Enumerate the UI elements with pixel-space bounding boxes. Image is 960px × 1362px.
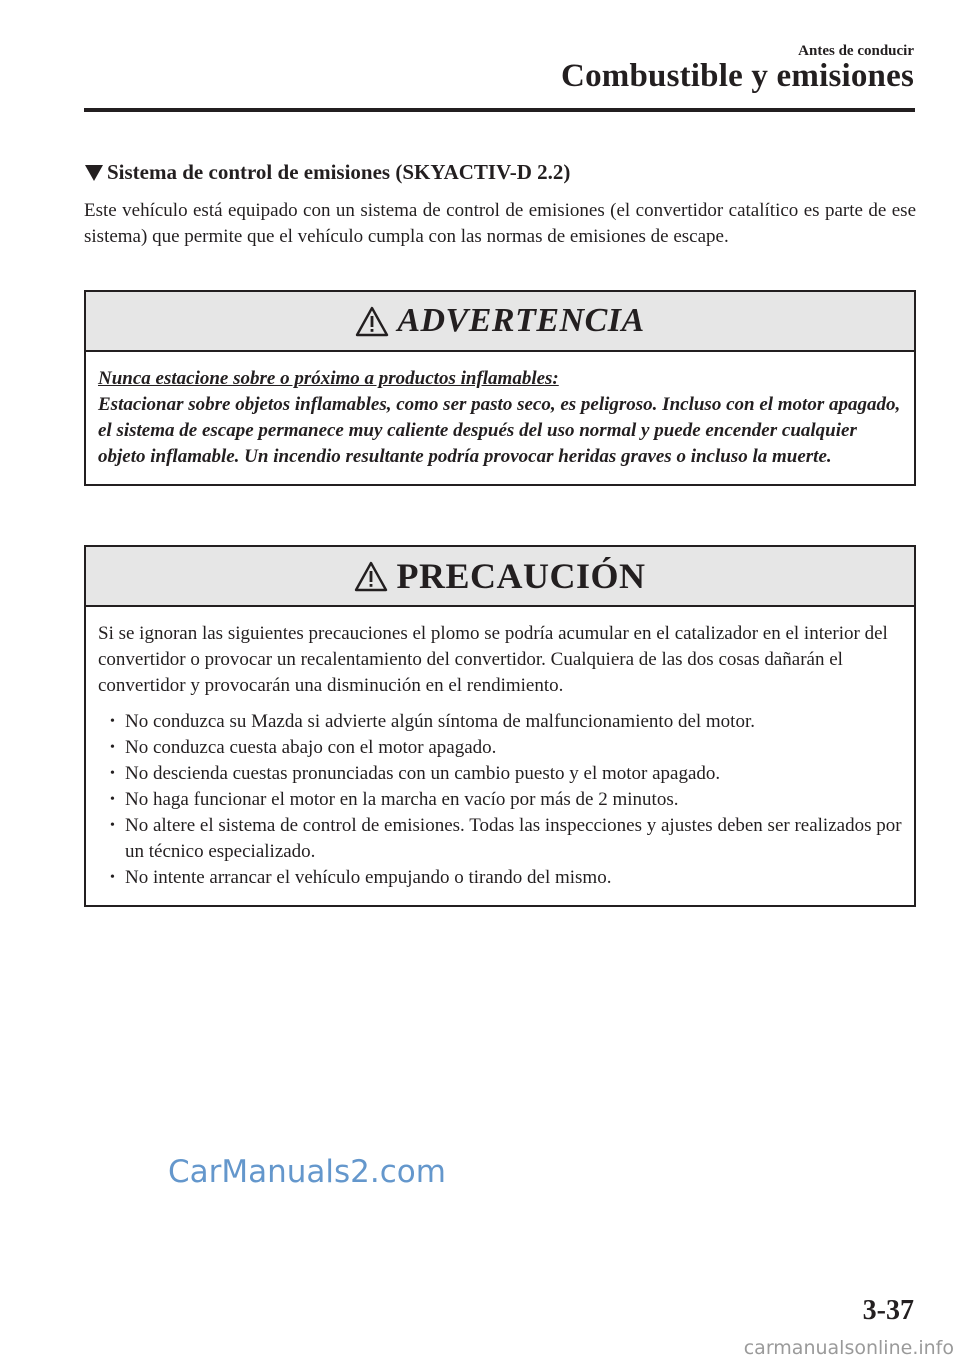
- bullet-icon: •: [110, 740, 115, 755]
- bullet-icon: •: [110, 870, 115, 885]
- caution-list: [98, 709, 902, 891]
- bullet-icon: •: [110, 766, 115, 781]
- warning-header: [86, 292, 914, 352]
- list-item: • No haga funcionar el motor en la marcha en vacío por más de 2 minutos.: [98, 787, 902, 813]
- page-title: Combustible y emisiones: [561, 58, 914, 94]
- section-heading-text: Sistema de control de emisiones (SKYACTIV-D 2.2): [107, 160, 571, 184]
- list-item: • No altere el sistema de control de emisiones. Todas las inspecciones y ajustes deben ser realizados por un técnico especializado.: [110, 815, 902, 862]
- bullet-icon: •: [110, 792, 115, 807]
- caution-box: [84, 545, 916, 907]
- chapter-label: Antes de conducir: [798, 43, 914, 59]
- warning-text: Estacionar sobre objetos inflamables, como ser pasto seco, es peligroso. Incluso con el motor apagado, el sistema de escape permanece muy caliente después del uso normal y puede encender cualquier objeto inflamable. Un incendio resultante podría provocar heridas graves o incluso la muerte.: [98, 394, 901, 467]
- warning-title: ADVERTENCIA: [397, 302, 645, 339]
- bullet-icon: •: [110, 714, 115, 729]
- caution-triangle-icon: [354, 561, 388, 592]
- section-heading: [84, 160, 570, 185]
- page-number: 3-37: [862, 1295, 914, 1326]
- warning-body: [86, 352, 914, 484]
- intro-paragraph: Este vehículo está equipado con un sistema de control de emisiones (el convertidor catalítico es parte de ese sistema) que permite que el vehículo cumpla con las normas de emisiones de escape.: [84, 200, 916, 247]
- bullet-icon: •: [110, 818, 115, 833]
- list-item: • No conduzca cuesta abajo con el motor apagado.: [98, 735, 902, 761]
- warning-box: [84, 290, 916, 486]
- watermark-logo: CarManuals2.com: [168, 1154, 446, 1190]
- warning-lead: Nunca estacione sobre o próximo a productos inflamables:: [98, 368, 559, 389]
- triangle-down-icon: [84, 164, 104, 182]
- list-item: • No conduzca su Mazda si advierte algún síntoma de malfuncionamiento del motor.: [98, 709, 902, 735]
- caution-title: PRECAUCIÓN: [396, 556, 646, 596]
- list-item: • No descienda cuestas pronunciadas con un cambio puesto y el motor apagado.: [98, 761, 902, 787]
- warning-triangle-icon: [355, 306, 389, 337]
- list-item: • No intente arrancar el vehículo empujando o tirando del mismo.: [98, 865, 902, 891]
- caution-body: [86, 607, 914, 905]
- footer-watermark: carmanualsonline.info: [743, 1337, 954, 1359]
- caution-header: [86, 547, 914, 607]
- header-divider: [84, 108, 915, 112]
- caution-text: Si se ignoran las siguientes precauciones el plomo se podría acumular en el catalizador en el interior del convertidor o provocar un recalentamiento del convertidor. Cualquiera de las dos cosas dañarán el convertidor y provocarán una disminución en el rendimiento.: [98, 623, 888, 696]
